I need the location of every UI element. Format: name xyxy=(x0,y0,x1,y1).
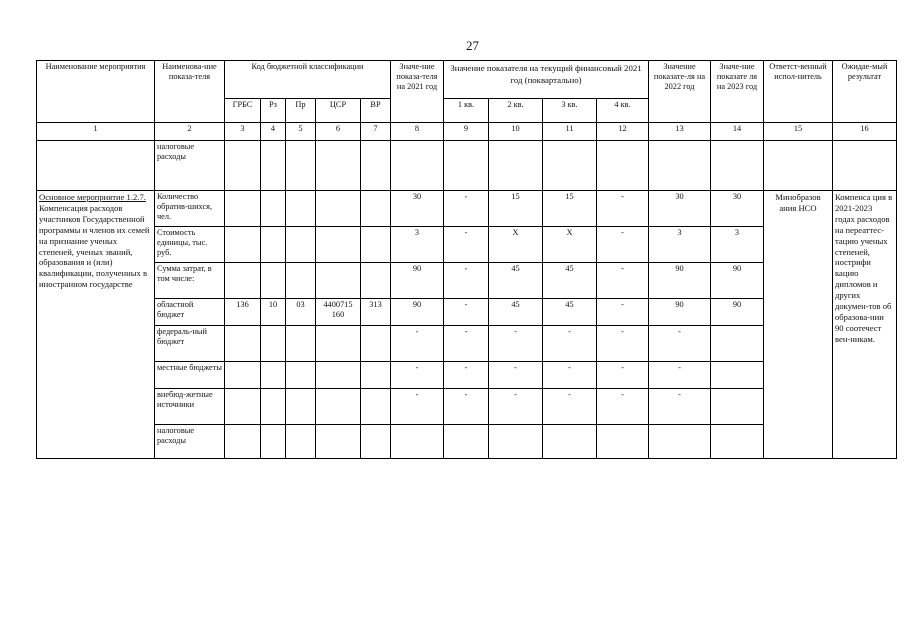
cell-q1: - xyxy=(444,362,489,389)
cell-grbs: 136 xyxy=(225,299,261,326)
column-number: 12 xyxy=(597,123,649,141)
cell-rz xyxy=(261,227,286,263)
cell-value-2021: - xyxy=(391,362,444,389)
cell-q4: - xyxy=(597,263,649,299)
cell-q2: 45 xyxy=(489,263,543,299)
cell-value-2023: 90 xyxy=(711,263,764,299)
cell-pr xyxy=(286,362,316,389)
cell-value-2021: - xyxy=(391,389,444,425)
column-number: 14 xyxy=(711,123,764,141)
cell-grbs xyxy=(225,362,261,389)
cell-rz xyxy=(261,263,286,299)
cell-q4: - xyxy=(597,299,649,326)
column-numbers-row xyxy=(37,123,897,141)
column-number: 10 xyxy=(489,123,543,141)
cell-vr xyxy=(361,326,391,362)
column-number: 16 xyxy=(833,123,897,141)
cell-value-2023: 90 xyxy=(711,299,764,326)
cell-q3: X xyxy=(543,227,597,263)
activity-expected: Компенса ция в 2021-2023 годах расходов на переаттес-тацию ученых степеней, нострифи кацию дипломов и других докумен-тов об образова-нии 90 соотечест вен-никам. xyxy=(833,191,897,459)
column-number: 5 xyxy=(286,123,316,141)
cell-q1: - xyxy=(444,299,489,326)
cell-value-2023: 3 xyxy=(711,227,764,263)
cell-pr xyxy=(286,326,316,362)
row-indicator: налоговые расходы xyxy=(155,425,225,459)
cell-value-2022: 90 xyxy=(649,263,711,299)
row-indicator: местные бюджеты xyxy=(155,362,225,389)
row-indicator: областной бюджет xyxy=(155,299,225,326)
cell-rz xyxy=(261,326,286,362)
cell-value-2023: 30 xyxy=(711,191,764,227)
cell-q1: - xyxy=(444,227,489,263)
cell-vr: 313 xyxy=(361,299,391,326)
cell-grbs xyxy=(225,191,261,227)
cell-value-2022 xyxy=(649,425,711,459)
page-number: 27 xyxy=(466,38,479,53)
row-indicator: Количество обратив-шихся, чел. xyxy=(155,191,225,227)
cell-vr xyxy=(361,362,391,389)
cell-q2: - xyxy=(489,362,543,389)
cell-q4: - xyxy=(597,389,649,425)
column-number: 2 xyxy=(155,123,225,141)
empty-cell xyxy=(37,141,155,191)
cell-q4: - xyxy=(597,326,649,362)
cell-csr xyxy=(316,389,361,425)
cell-value-2021: - xyxy=(391,326,444,362)
cell-grbs xyxy=(225,263,261,299)
row-indicator: внебюд-жетные источники xyxy=(155,389,225,425)
cell-csr xyxy=(316,227,361,263)
header-budget-code: Код бюджетной классификации xyxy=(225,61,391,99)
cell-value-2023 xyxy=(711,389,764,425)
header-name: Наименование мероприятия xyxy=(37,61,155,123)
column-number: 6 xyxy=(316,123,361,141)
cell-value-2022: - xyxy=(649,326,711,362)
cell-vr xyxy=(361,389,391,425)
header-pr: Пр xyxy=(286,99,316,123)
activity-name xyxy=(37,191,155,459)
cell-q3: - xyxy=(543,326,597,362)
cell-grbs xyxy=(225,425,261,459)
cell-q1 xyxy=(444,425,489,459)
cell-value-2023 xyxy=(711,362,764,389)
header-row-1 xyxy=(37,61,897,99)
cell-pr xyxy=(286,425,316,459)
cell-pr xyxy=(286,263,316,299)
cell-rz xyxy=(261,362,286,389)
cell-grbs xyxy=(225,326,261,362)
cell-value-2022: 90 xyxy=(649,299,711,326)
table-row xyxy=(37,191,897,227)
column-number: 15 xyxy=(764,123,833,141)
cell-q2: - xyxy=(489,389,543,425)
top-tax-row xyxy=(37,141,897,191)
cell-pr xyxy=(286,191,316,227)
header-grbs: ГРБС xyxy=(225,99,261,123)
cell-q3: - xyxy=(543,389,597,425)
cell-value-2022: 3 xyxy=(649,227,711,263)
activity-title: Основное мероприятие 1.2.7. xyxy=(39,192,146,202)
header-q4: 4 кв. xyxy=(597,99,649,123)
cell-csr: 4400715 160 xyxy=(316,299,361,326)
header-responsible: Ответст-венный испол-нитель xyxy=(764,61,833,123)
cell-value-2023 xyxy=(711,425,764,459)
header-q1: 1 кв. xyxy=(444,99,489,123)
header-expected: Ожидае-мый результат xyxy=(833,61,897,123)
cell-rz xyxy=(261,389,286,425)
header-csr: ЦСР xyxy=(316,99,361,123)
cell-vr xyxy=(361,263,391,299)
column-number: 3 xyxy=(225,123,261,141)
cell-q3: 45 xyxy=(543,263,597,299)
cell-pr xyxy=(286,227,316,263)
row-indicator: Стоимость единицы, тыс. руб. xyxy=(155,227,225,263)
cell-value-2021: 3 xyxy=(391,227,444,263)
header-current-value: Значение показателя на текущий финансовый 2021 год (поквартально) xyxy=(444,61,649,99)
cell-q1: - xyxy=(444,263,489,299)
cell-value-2022: 30 xyxy=(649,191,711,227)
header-rz: Рз xyxy=(261,99,286,123)
cell-pr: 03 xyxy=(286,299,316,326)
cell-q4: - xyxy=(597,227,649,263)
column-number: 8 xyxy=(391,123,444,141)
cell-csr xyxy=(316,362,361,389)
column-number: 4 xyxy=(261,123,286,141)
cell-csr xyxy=(316,191,361,227)
cell-q1: - xyxy=(444,326,489,362)
header-value-2023: Значе-ние показате ля на 2023 год xyxy=(711,61,764,123)
header-q2: 2 кв. xyxy=(489,99,543,123)
cell-q3: 15 xyxy=(543,191,597,227)
cell-vr xyxy=(361,191,391,227)
cell-csr xyxy=(316,326,361,362)
header-q3: 3 кв. xyxy=(543,99,597,123)
cell-rz xyxy=(261,191,286,227)
activity-description: Компенсация расходов участников Государственной программы и членов их семей на признание ученых степеней, ученых званий, образования и (или) квалификации, полученных в иностранном государстве xyxy=(39,202,150,290)
column-number: 9 xyxy=(444,123,489,141)
cell-grbs xyxy=(225,227,261,263)
cell-csr xyxy=(316,263,361,299)
cell-pr xyxy=(286,389,316,425)
row-indicator: Сумма затрат, в том числе: xyxy=(155,263,225,299)
cell-q3: 45 xyxy=(543,299,597,326)
column-number: 7 xyxy=(361,123,391,141)
header-value-2022: Значение показате-ля на 2022 год xyxy=(649,61,711,123)
cell-q3 xyxy=(543,425,597,459)
top-tax-indicator: налоговые расходы xyxy=(155,141,225,191)
cell-q1: - xyxy=(444,191,489,227)
header-vr: ВР xyxy=(361,99,391,123)
cell-value-2022: - xyxy=(649,362,711,389)
cell-vr xyxy=(361,425,391,459)
cell-q4 xyxy=(597,425,649,459)
cell-value-2021: 30 xyxy=(391,191,444,227)
activity-responsible: Минобразов ания НСО xyxy=(764,191,833,459)
cell-q3: - xyxy=(543,362,597,389)
column-number: 1 xyxy=(37,123,155,141)
cell-rz: 10 xyxy=(261,299,286,326)
cell-vr xyxy=(361,227,391,263)
cell-q1: - xyxy=(444,389,489,425)
cell-q2: 15 xyxy=(489,191,543,227)
cell-value-2022: - xyxy=(649,389,711,425)
row-indicator: федераль-ный бюджет xyxy=(155,326,225,362)
cell-value-2023 xyxy=(711,326,764,362)
header-value-2021: Значе-ние показа-теля на 2021 год xyxy=(391,61,444,123)
cell-q2: 45 xyxy=(489,299,543,326)
cell-q4: - xyxy=(597,362,649,389)
cell-value-2021: 90 xyxy=(391,299,444,326)
cell-q4: - xyxy=(597,191,649,227)
cell-value-2021: 90 xyxy=(391,263,444,299)
cell-q2: - xyxy=(489,326,543,362)
header-indicator: Наименова-ние показа-теля xyxy=(155,61,225,123)
cell-csr xyxy=(316,425,361,459)
cell-rz xyxy=(261,425,286,459)
cell-grbs xyxy=(225,389,261,425)
cell-value-2021 xyxy=(391,425,444,459)
cell-q2: X xyxy=(489,227,543,263)
column-number: 11 xyxy=(543,123,597,141)
column-number: 13 xyxy=(649,123,711,141)
activity-table xyxy=(36,60,897,459)
cell-q2 xyxy=(489,425,543,459)
